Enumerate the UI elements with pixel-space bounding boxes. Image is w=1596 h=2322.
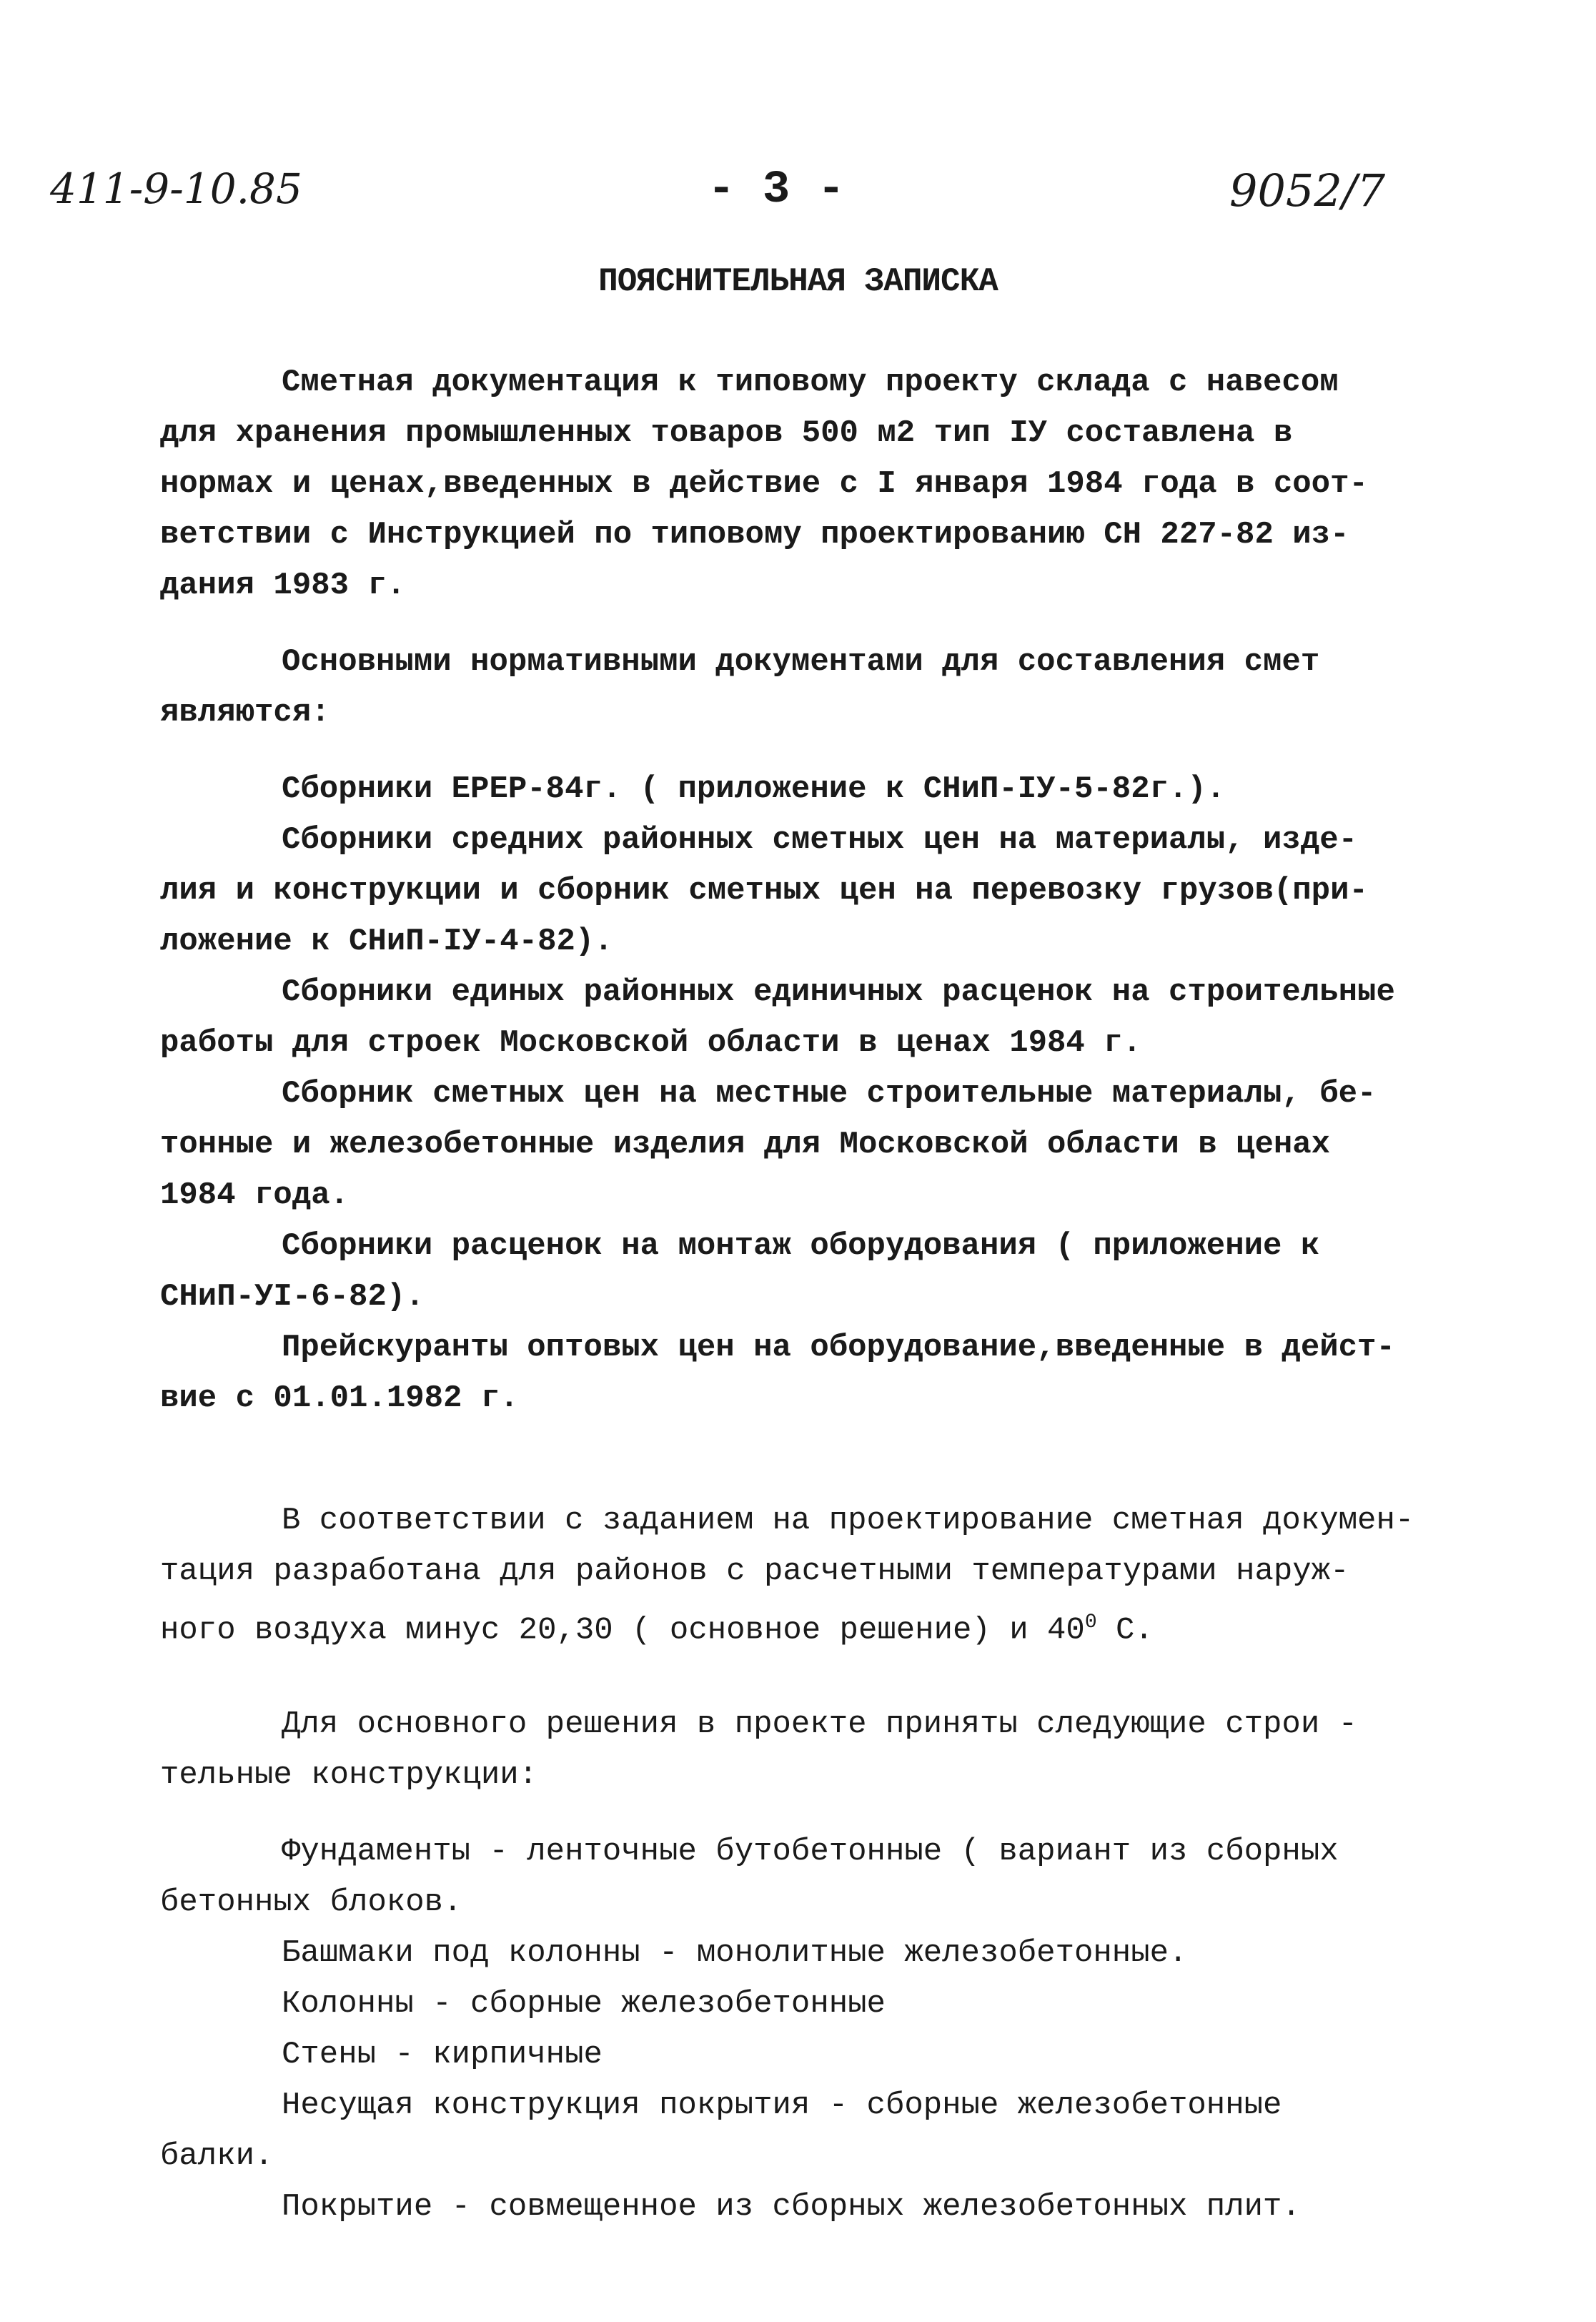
construction-item: Башмаки под колонны - монолитные железобетонные. <box>282 1935 1188 1971</box>
document-body <box>160 357 1497 2233</box>
text-line: балки. <box>160 2138 274 2174</box>
temperature-unit: С. <box>1096 1612 1154 1649</box>
text-line: бетонных блоков. <box>160 1884 462 1920</box>
document-code: 411-9-10.85 <box>50 164 302 213</box>
construction-item: Несущая конструкция покрытия - сборные железобетонные <box>282 2087 1282 2123</box>
text-line: ветствии с Инструкцией по типовому проектированию СН 227-82 из- <box>160 517 1349 553</box>
text-line: тельные конструкции: <box>160 1757 538 1793</box>
text-line: нормах и ценах,введенных в действие с I января 1984 года в соот- <box>160 466 1368 502</box>
text-line: работы для строек Московской области в ценах 1984 г. <box>160 1025 1142 1061</box>
norms-paragraph <box>160 637 1497 738</box>
construction-item: Колонны - сборные железобетонные <box>282 1985 886 2022</box>
source-item: Сборники средних районных сметных цен на материалы, изде- <box>282 822 1358 858</box>
temperature-text: ного воздуха минус 20,30 ( основное решение) и 40 <box>160 1612 1085 1649</box>
text-line: тонные и железобетонные изделия для Московской области в ценах <box>160 1127 1331 1162</box>
text-line: ложение к СНиП-IУ-4-82). <box>160 924 613 959</box>
source-item: Прейскуранты оптовых цен на оборудование,введенные в дейст- <box>282 1330 1395 1365</box>
sources-list <box>160 764 1497 1424</box>
sheet-code: 9052/7 <box>1229 164 1386 217</box>
page-number: - 3 - <box>708 164 846 216</box>
text-line: 1984 года. <box>160 1177 350 1213</box>
text-line: Для основного решения в проекте приняты следующие строи - <box>282 1706 1358 1742</box>
source-item: Сборники единых районных единичных расценок на строительные <box>282 974 1395 1010</box>
text-line: Сметная документация к типовому проекту склада с навесом <box>282 365 1339 400</box>
construction-item: Стены - кирпичные <box>282 2036 603 2072</box>
text-line <box>160 1597 1497 1656</box>
climate-paragraph <box>160 1496 1497 1656</box>
text-line: Основными нормативными документами для составления смет <box>282 644 1320 680</box>
text-line: для хранения промышленных товаров 500 м2 тип IУ составлена в <box>160 415 1293 451</box>
text-line: дания 1983 г. <box>160 568 406 603</box>
degree-mark: 0 <box>1084 1611 1097 1634</box>
text-line: В соответствии с заданием на проектирование сметная докумен- <box>282 1503 1414 1538</box>
text-line: СНиП-УI-6-82). <box>160 1279 425 1315</box>
design-paragraph <box>160 1699 1497 1801</box>
text-line: лия и конструкции и сборник сметных цен на перевозку грузов(при- <box>160 873 1368 909</box>
source-item: Сборники ЕРЕР-84г. ( приложение к СНиП-IУ-5-82г.). <box>282 771 1226 807</box>
source-item: Сборники расценок на монтаж оборудования ( приложение к <box>282 1228 1320 1264</box>
text-line: вие с 01.01.1982 г. <box>160 1380 519 1416</box>
text-line: тация разработана для районов с расчетными температурами наруж- <box>160 1553 1349 1589</box>
page-title: ПОЯСНИТЕЛЬНАЯ ЗАПИСКА <box>598 263 998 300</box>
construction-item: Фундаменты - ленточные бутобетонные ( вариант из сборных <box>282 1833 1339 1869</box>
text-line: являются: <box>160 695 330 731</box>
constructions-list <box>160 1827 1497 2233</box>
construction-item: Покрытие - совмещенное из сборных железобетонных плит. <box>282 2188 1301 2225</box>
source-item: Сборник сметных цен на местные строительные материалы, бе- <box>282 1076 1377 1112</box>
intro-paragraph <box>160 357 1497 611</box>
